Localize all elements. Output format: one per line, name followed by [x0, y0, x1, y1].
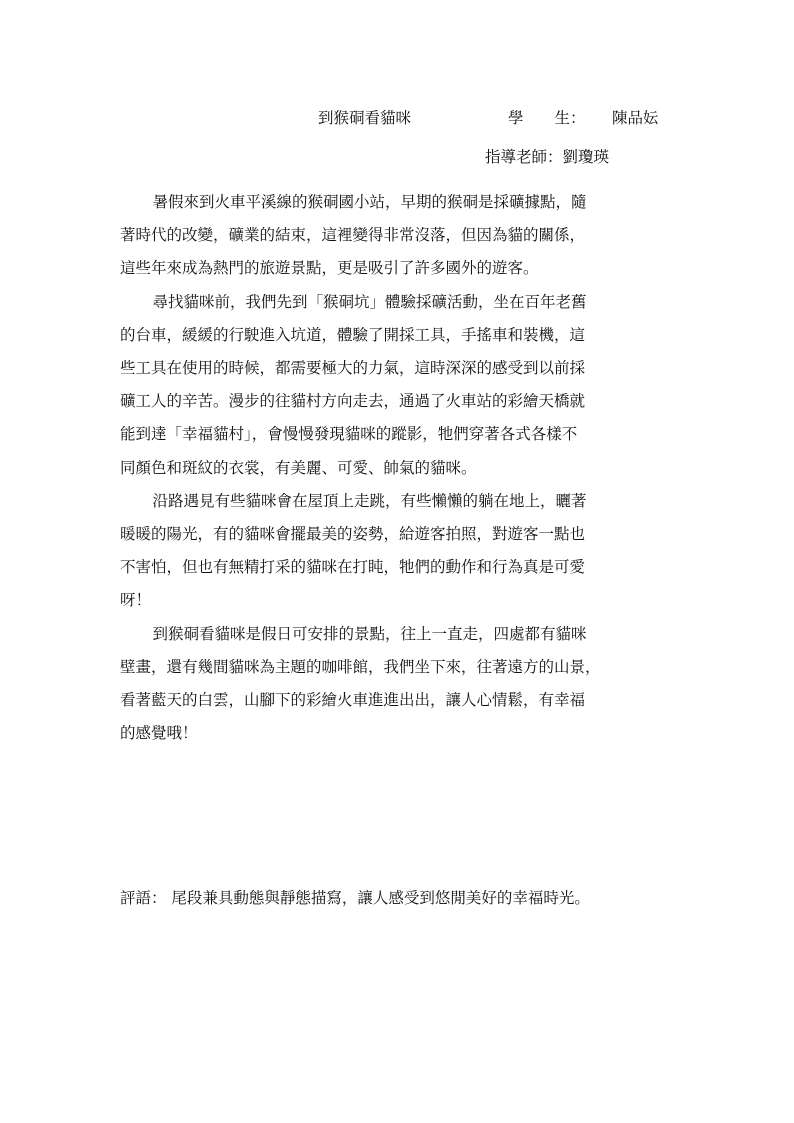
essay-title: 到猴硐看貓咪: [318, 109, 412, 127]
student-label: 學 生：: [508, 109, 586, 127]
paragraph-3: 沿路遇見有些貓咪會在屋頂上走跳，有些懶懶的躺在地上，曬著 暖暖的陽光，有的貓咪會擺最美的姿勢，給遊客拍照，對遊客一點也 不害怕，但也有無精打采的貓咪在打盹，牠們的動作和行為真是可愛 呀！: [120, 491, 587, 610]
paragraph-2: 尋找貓咪前，我們先到「猴硐坑」體驗採礦活動，坐在百年老舊 的台車，緩緩的行駛進入坑道，體驗了開採工具，手搖車和裝機，這 些工具在使用的時候，都需要極大的力氣，這時深深的感受到以前採 礦工人的辛苦。漫步的往貓村方向走去，通過了火車站的彩繪天橋就 能到達「幸福貓村」，會慢慢發現貓咪的蹤影，牠們穿著各式各樣不 同顏色和斑紋的衣裳，有美麗、可愛、帥氣的貓咪。: [120, 292, 587, 477]
title-line: [0, 106, 794, 128]
teacher-comment: 評語： 尾段兼具動態與靜態描寫，讓人感受到悠閒美好的幸福時光。: [120, 889, 590, 907]
paragraph-1: 暑假來到火車平溪線的猴硐國小站，早期的猴硐是採礦據點，隨 著時代的改變，礦業的結束，這裡變得非常沒落，但因為貓的關係， 這些年來成為熱門的旅遊景點，更是吸引了許多國外的遊客。: [120, 193, 587, 278]
student-name: 陳品妘: [612, 109, 659, 127]
paragraph-4: 到猴硐看貓咪是假日可安排的景點，往上一直走，四處都有貓咪 壁畫，還有幾間貓咪為主題的咖啡館，我們坐下來，往著遠方的山景， 看著藍天的白雲，山腳下的彩繪火車進進出出，讓人心情鬆，有幸福 的感覺哦！: [120, 624, 601, 743]
teacher-credit: 指導老師：劉瓊瑛: [485, 148, 610, 166]
essay-body: [120, 186, 677, 750]
teacher-line: [0, 145, 794, 167]
